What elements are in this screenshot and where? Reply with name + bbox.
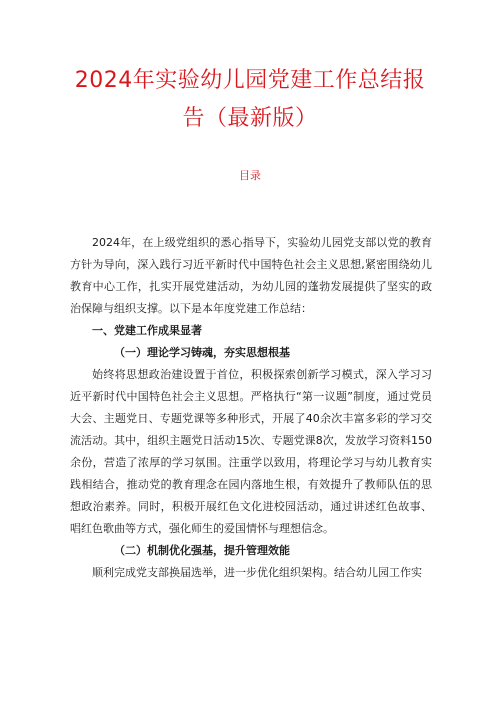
intro-paragraph: 2024年，在上级党组织的悉心指导下，实验幼儿园党支部以党的教育方针为导向，深入践行习近平新时代中国特色社会主义思想,紧密围绕幼儿教育中心工作，扎实开展党建活动，为幼儿园的蓬勃发展提供了坚实的政治保障与组织支撑。以下是本年度党建工作总结： <box>70 236 432 315</box>
toc-label: 目录 <box>239 169 261 182</box>
title-line-2: 告（最新版） <box>182 106 318 131</box>
subsection-2-heading: （二）机制优化强基，提升管理效能 <box>114 544 290 557</box>
subsection-2-paragraph: 顺利完成党支部换届选举，进一步优化组织架构。结合幼儿园工作实 <box>92 566 422 579</box>
subsection-1-paragraph: 始终将思想政治建设置于首位，积极探索创新学习模式，深入学习习近平新时代中国特色社会主义思想。严格执行“第一议题”制度，通过党员大会、主题党日、专题党课等多种形式，开展了40余次丰富多彩的学习交流活动。其中，组织主题党日活动15次、专题党课8次，发放学习资料150余份，营造了浓厚的学习氛围。注重学以致用，将理论学习与幼儿教育实践相结合，推动党的教育理念在园内落地生根，有效提升了教师队伍的思想政治素养。同时，积极开展红色文化进校园活动，通过讲述红色故事、唱红色歌曲等方式，强化师生的爱国情怀与理想信念。 <box>70 368 432 535</box>
document-title <box>40 62 460 138</box>
section-1-heading: 一、党建工作成果显著 <box>92 324 202 337</box>
title-line-1: 2024年实验幼儿园党建工作总结报 <box>74 68 426 93</box>
document-body <box>70 232 432 584</box>
subsection-1-heading: （一）理论学习铸魂，夯实思想根基 <box>114 346 290 359</box>
